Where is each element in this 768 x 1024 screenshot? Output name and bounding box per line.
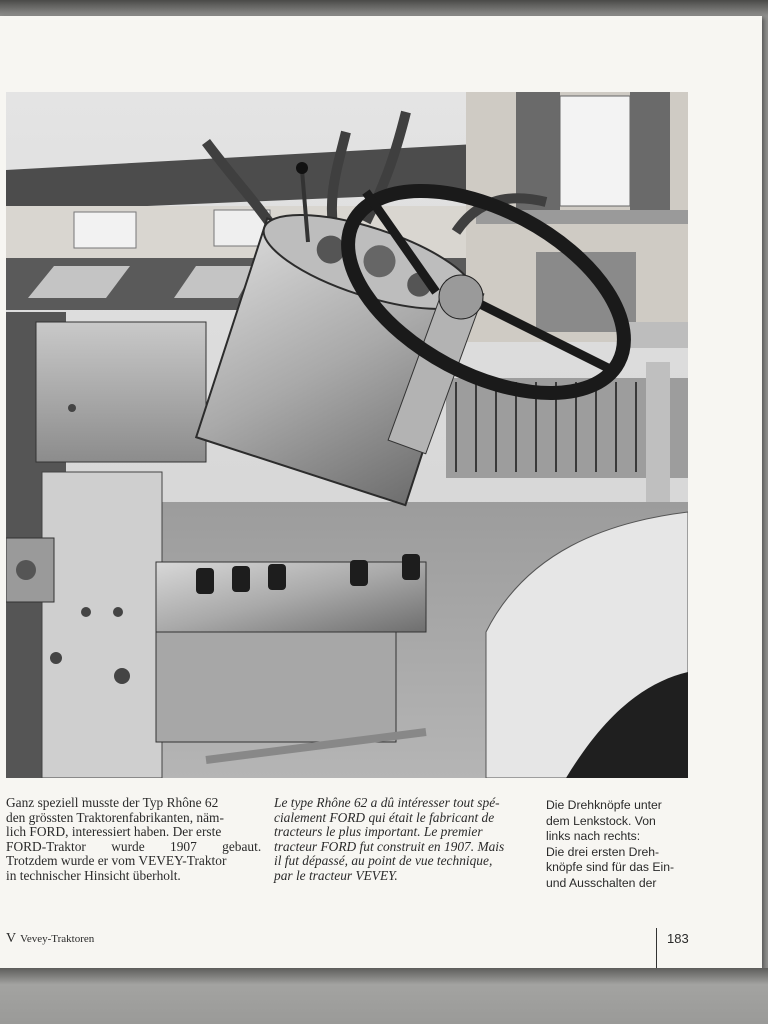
caption-line: Die drei ersten Dreh- (546, 844, 660, 859)
running-title: Vevey-Traktoren (20, 933, 95, 945)
caption-line: links nach rechts: (546, 829, 641, 844)
caption-line: knöpfe sind für das Ein- (546, 860, 675, 875)
caption-line: il fut dépassé, au point de vue technique, (274, 853, 493, 869)
scan-bottom-edge (0, 968, 768, 1024)
caption-german (6, 795, 262, 884)
caption-line: den grössten Traktorenfabrikanten, näm- (6, 809, 224, 825)
caption-line: und Ausschalten der (546, 875, 657, 890)
tractor-photo (6, 92, 688, 778)
caption-line: tracteur FORD fut construit en 1907. Mais (274, 838, 505, 854)
chapter-numeral: V (6, 931, 17, 946)
scan-top-edge (0, 0, 768, 16)
caption-line: lich FORD, interessiert haben. Der erste (6, 824, 222, 840)
caption-line: in technischer Hinsicht überholt. (6, 867, 181, 883)
caption-line: Ganz speziell musste der Typ Rhône 62 (6, 795, 219, 810)
caption-line: cialement FORD qui était le fabricant de (274, 809, 495, 825)
caption-line: par le tracteur VEVEY. (274, 867, 398, 883)
caption-french (274, 796, 504, 884)
footer-divider (656, 928, 657, 968)
caption-side (546, 798, 691, 892)
caption-line: Le type Rhône 62 a dû intéresser tout spé- (274, 795, 500, 810)
caption-line: tracteurs le plus important. Le premier (274, 824, 483, 840)
running-footer (6, 931, 94, 947)
caption-line: Trotzdem wurde er vom VEVEY-Traktor (6, 853, 227, 869)
caption-line: Die Drehknöpfe unter (546, 798, 662, 812)
caption-line: dem Lenkstock. Von (546, 813, 656, 828)
caption-line: FORD-Traktor wurde 1907 gebaut. (6, 838, 262, 854)
page-number: 183 (667, 931, 689, 946)
